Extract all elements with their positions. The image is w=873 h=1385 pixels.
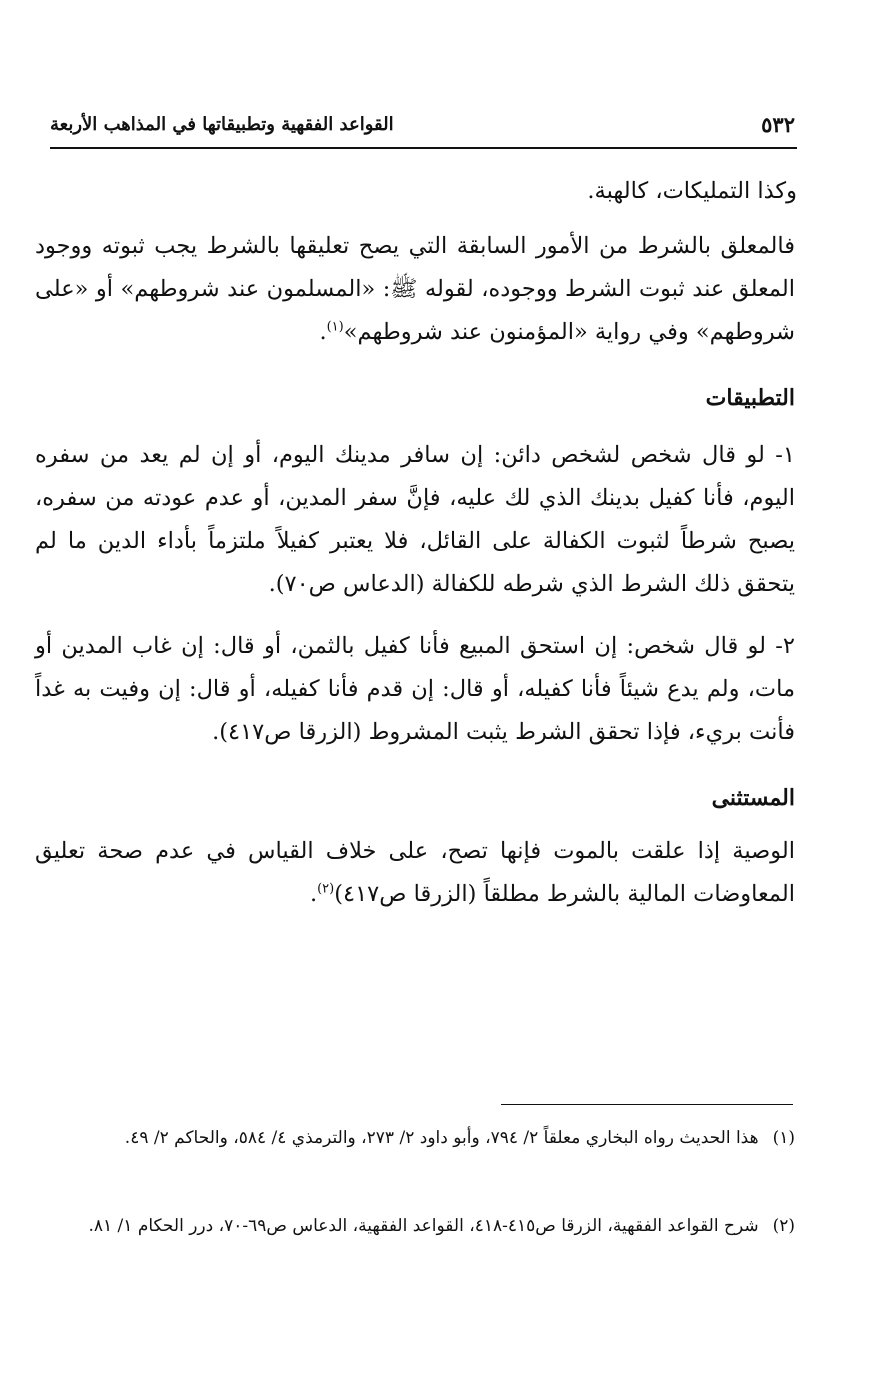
paragraph-gifts: وكذا التمليكات، كالهبة. [587, 178, 797, 204]
header-rule [50, 147, 797, 149]
footnote-ref-2[interactable]: (٢) [317, 881, 335, 897]
paragraph-conditional-end: . [319, 319, 327, 345]
footnote-2 [35, 1209, 795, 1243]
paragraph-exception [35, 830, 795, 916]
heading-exception: المستثنى [711, 785, 795, 811]
footnote-1-text: هذا الحديث رواه البخاري معلقاً ٢/ ٧٩٤، وأبو داود ٢/ ٢٧٣، والترمذي ٤/ ٥٨٤، والحاكم ٢/ ٤٩. [124, 1128, 759, 1148]
application-2: ٢- لو قال شخص: إن استحق المبيع فأنا كفيل بالثمن، أو قال: إن غاب المدين أو مات، ولم يدع شيئاً فأنا كفيله، أو قال: إن قدم فأنا كفيله، أو قال: إن وفيت به غداً فأنت بريء، فإذا تحقق الشرط يثبت المشروط (الزرقا ص٤١٧). [35, 633, 795, 745]
footnote-1 [35, 1121, 795, 1155]
paragraph-conditional [35, 225, 795, 354]
footnote-2-text: شرح القواعد الفقهية، الزرقا ص٤١٥-٤١٨، القواعد الفقهية، الدعاس ص٦٩-٧٠، درر الحكام ١/ ٨١. [88, 1216, 759, 1236]
paragraph-exception-end: . [309, 881, 318, 907]
footnote-ref-1[interactable]: (١) [326, 319, 344, 335]
heading-applications: التطبيقات [705, 385, 795, 411]
application-1: ١- لو قال شخص لشخص دائن: إن سافر مدينك اليوم، أو إن لم يعد من سفره اليوم، فأنا كفيل بدينك الذي لك عليه، فإنَّ سفر المدين، أو عدم عودته من سفره، يصبح شرطاً لثبوت الكفالة على القائل، فلا يعتبر كفيلاً ملتزماً بأداء الدين ما لم يتحقق ذلك الشرط الذي شرطه للكفالة (الدعاس ص٧٠). [35, 442, 795, 597]
paragraph-exception-text: الوصية إذا علقت بالموت فإنها تصح، على خلاف القياس في عدم صحة تعليق المعاوضات المالية بالشرط مطلقاً (الزرقا ص٤١٧) [35, 838, 795, 907]
footnote-1-number: (١) [772, 1128, 795, 1148]
footnote-rule [501, 1104, 793, 1105]
running-title: القواعد الفقهية وتطبيقاتها في المذاهب الأربعة [50, 114, 394, 135]
footnote-2-number: (٢) [772, 1216, 795, 1236]
page-number: ٥٣٢ [761, 112, 795, 137]
page-header [50, 112, 795, 144]
paragraph-conditional-text: فالمعلق بالشرط من الأمور السابقة التي يصح تعليقها بالشرط يجب ثبوته ووجود المعلق عند ثبوت الشرط ووجوده، لقوله ﷺ: «المسلمون عند شروطهم» أو «على شروطهم» وفي رواية «المؤمنون عند شروطهم» [35, 233, 795, 345]
